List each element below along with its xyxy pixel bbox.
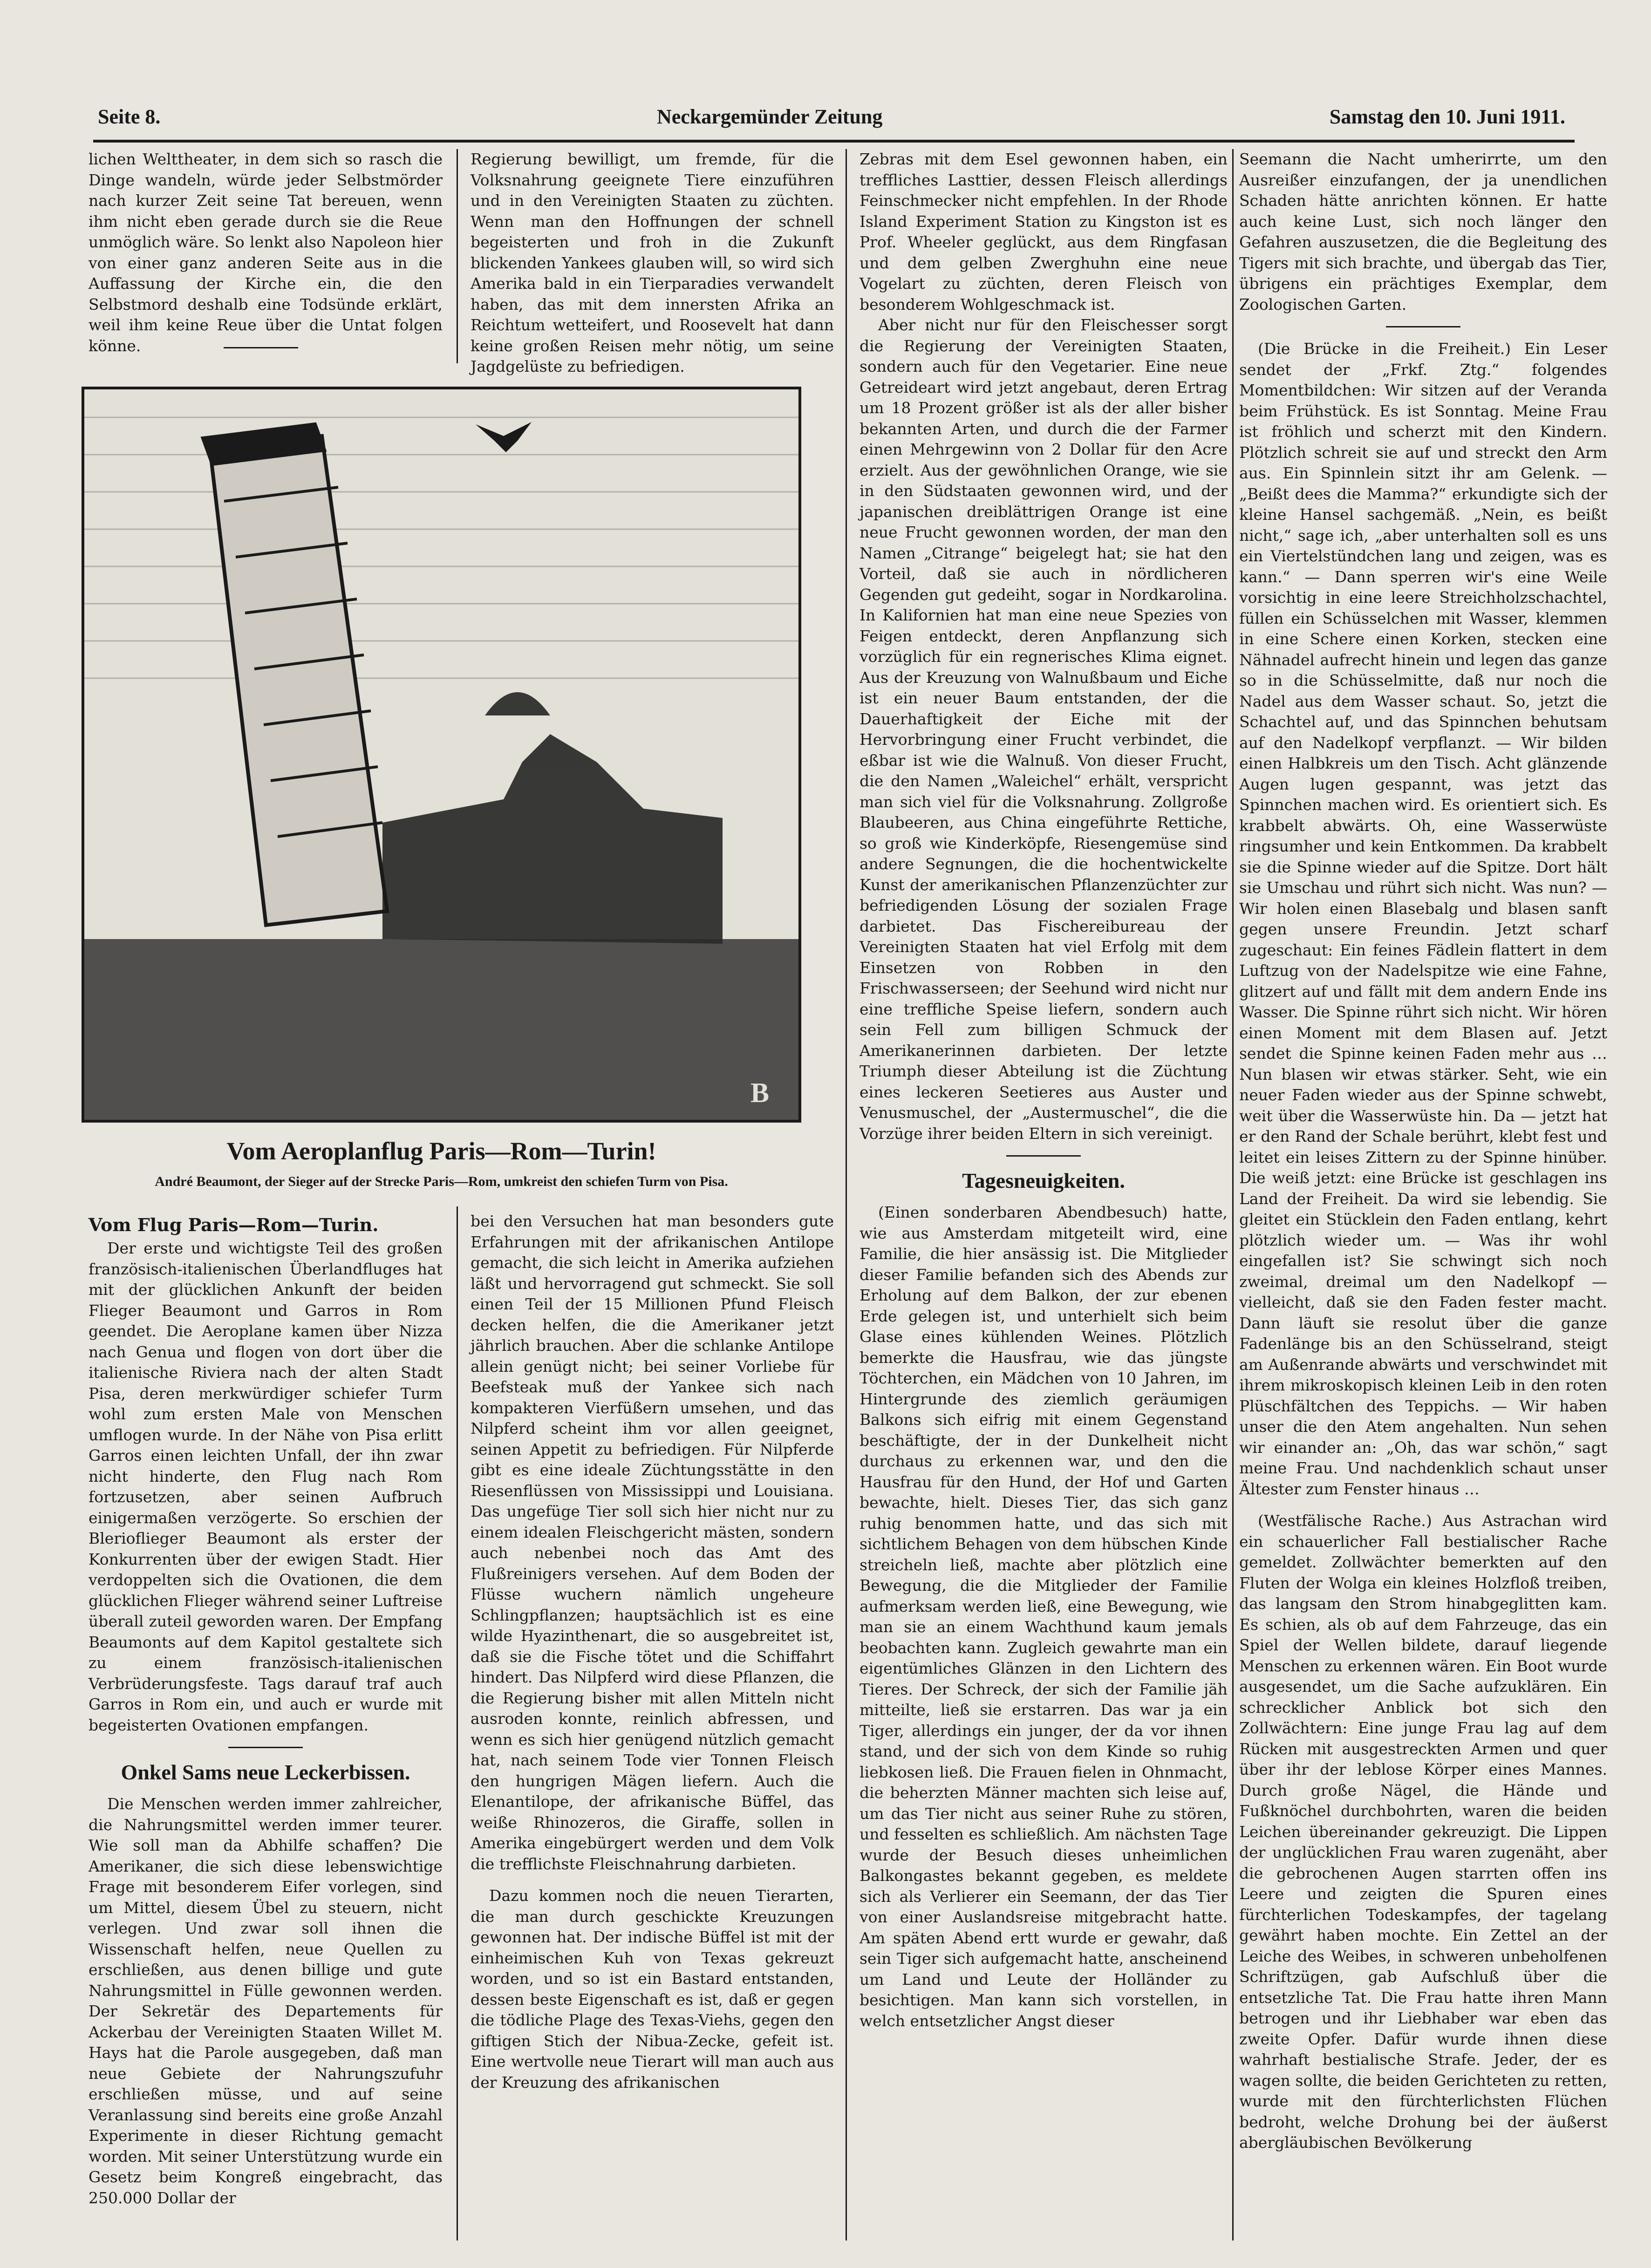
column-2-bottom (471, 1211, 834, 2236)
article-paragraph: Die Menschen werden immer zahlreicher, die Nahrungsmittel werden immer teurer. Wie soll man da Abhilfe schaffen? Die Amerikaner, die sich diese lebenswichtige Frage mit besonderem Eifer vorlegen, sind um Mittel, diesem Übel zu steuern, nicht verlegen. Und zwar soll ihnen die Wissenschaft helfen, neue Quellen zu erschließen, aus denen billige und gute Nahrungsmittel in Fülle gewonnen werden. Der Sekretär des Departements für Ackerbau der Vereinigten Staaten Willet M. Hays hat die Parole ausgegeben, daß man neue Gebiete der Nahrungszufuhr erschließen müsse, und auf seine Veranlassung sind bereits eine große Anzahl Experimente in dieser Richtung gemacht worden. Mit seiner Unterstützung wurde ein Gesetz beim Kongreß eingebracht, das 250.000 Dollar der (89, 1795, 443, 2207)
article-paragraph: Zebras mit dem Esel gewonnen haben, ein treffliches Lasttier, dessen Fleisch allerdings Feinschmecker nicht empfehlen. In der Rhode Island Experiment Station zu Kingston ist es Prof. Wheeler geglückt, aus dem Ringfasan und dem gelben Zwerghuhn eine neue Vogelart zu züchten, deren Fleisch von besonderem Wohlgeschmack ist. (860, 150, 1228, 313)
column-4 (1239, 149, 1607, 2236)
column-rule (457, 149, 458, 363)
issue-date: Samstag den 10. Juni 1911. (1329, 105, 1565, 128)
column-1-top (89, 149, 443, 359)
column-3 (860, 149, 1228, 2236)
section-heading-daily-news: Tagesneuigkeiten. (962, 1169, 1125, 1192)
article-paragraph: Der erste und wichtigste Teil des großen französisch-italienischen Überlandfluges hat mit der glücklichen Ankunft der beiden Flieger Beaumont und Garros in Rom geendet. Die Aeroplane kamen über Nizza nach Genua und flogen von dort über die italienische Riviera nach der alten Stadt Pisa, deren merkwürdiger schiefer Turm wohl zum ersten Male von Menschen umflogen wurde. In der Nähe von Pisa erlitt Garros einen leichten Unfall, der ihn zwar nicht hinderte, den Flug nach Rom fortzusetzen, aber seinen Aufbruch einigermaßen verzögerte. So erschien der Blerioflieger Beaumont als erster der Konkurrenten über der ewigen Stadt. Hier verdoppelten sich die Ovationen, die dem glücklichen Flieger während seiner Luftreise überall zuteil geworden waren. Der Empfang Beaumonts auf dem Kapitol gestaltete sich zu einem französisch-italienischen Verbrüderungsfeste. Tags darauf traf auch Garros in Rom ein, und auch er wurde mit begeisterten Ovationen empfangen. (89, 1239, 443, 1734)
header-rule (93, 140, 1575, 143)
artist-monogram: B (750, 1077, 770, 1108)
column-1-bottom (89, 1211, 443, 2236)
illustration-caption: André Beaumont, der Sieger auf der Strecke Paris—Rom, umkreist den schiefen Turm von Pisa. (155, 1174, 728, 1189)
article-paragraph: Aber nicht nur für den Fleischesser sorgt die Regierung der Vereinigten Staaten, sondern auch für den Vegetarier. Eine neue Getreideart wird jetzt angebaut, deren Ertrag um 18 Prozent größer ist als der aller bisher bekannten Arten, und durch die der Farmer einen Mehrgewinn von 2 Dollar für den Acre erzielt. Aus der gewöhnlichen Orange, wie sie in den Südstaaten gewonnen wird, und der japanischen dreiblättrigen Orange ist eine neue Frucht gewonnen worden, der man den Namen „Citrange“ beigelegt hat; sie hat den Vorteil, daß sie auch in nördlicheren Gegenden gut gedeiht, sogar in Nordkarolina. In Kalifornien hat man eine neue Spezies von Feigen entdeckt, deren Anpflanzung sich vorzüglich für ein regnerisches Klima eignet. Aus der Kreuzung von Walnußbaum und Eiche ist ein neuer Baum entstanden, der die Dauerhaftigkeit der Eiche mit der Hervorbringung einer Frucht verbindet, die eßbar ist wie die Walnuß. Von dieser Frucht, die den Namen „Waleichel“ erhält, verspricht man sich viel für die Volksnahrung. Zollgroße Blaubeeren, aus China eingeführte Rettiche, so groß wie Kinderköpfe, Riesengemüse sind andere Segnungen, die die hochentwickelte Kunst der amerikanischen Pflanzenzüchter zur befriedigenden Lösung der sozialen Frage darbietet. Das Fischereibureau der Vereinigten Staaten hat viel Erfolg mit dem Einsetzen von Robben in den Frischwasserseen; der Seehund wird nicht nur eine treffliche Speise liefern, sondern auch sein Fell zum billigen Schmuck der Amerikanerinnen darbieten. Der letzte Triumph dieser Abteilung ist die Züchtung eines leckeren Seetieres aus Auster und Venusmuschel, der „Austermuschel“, die die Vorzüge ihrer beiden Eltern in sich vereinigt. (860, 316, 1228, 1143)
newspaper-title: Neckargemünder Zeitung (657, 105, 883, 128)
illustration-frame (82, 387, 801, 1123)
separator (1386, 326, 1460, 327)
article-heading-uncle-sam: Onkel Sams neue Leckerbissen. (121, 1760, 410, 1784)
illustration-title: Vom Aeroplanflug Paris—Rom—Turin! (226, 1137, 656, 1165)
article-paragraph: (Einen sonderbaren Abendbesuch) hatte, wie aus Amsterdam mitgeteilt wird, eine Familie, die hier ansässig ist. Die Mitglieder dieser Familie befanden sich des Abends zur Erholung auf dem Balkon, der zur ebenen Erde gelegen ist, und unterhielt sich beim Glase eines kühlenden Weines. Plötzlich bemerkte die Hausfrau, wie das jüngste Töchterchen, ein Mädchen von 10 Jahren, im Hintergrunde des ziemlich geräumigen Balkons sich eifrig mit einem Gegenstand beschäftigte, der in der Dunkelheit nicht durchaus zu erkennen war, und den die Hausfrau für den Hund, der Hof und Garten bewachte, hielt. Dieses Tier, das sich ganz ruhig benommen hatte, und das sich mit sichtlichem Behagen von dem hübschen Kinde streicheln ließ, machte aber plötzlich eine Bewegung, die die Mitglieder der Familie aufmerksam werden ließ, eine Bewegung, wie man sie an einem Wachthund kaum jemals beobachten kann. Zugleich gewahrte man ein eigentümliches Glänzen in den Lichtern des Tieres. Der Schreck, der sich der Familie jäh mitteilte, ließ sie erstarren. Das war ja ein Tiger, allerdings ein junger, der da vor ihnen stand, und der sich von dem Kinde so ruhig liebkosen ließ. Die Frauen fielen in Ohnmacht, die beherzten Männer machten sich leise auf, um das Tier nicht aus seiner Ruhe zu stören, und fesselten es schließlich. Am nächsten Tage wurde der Besuch dieses unheimlichen Balkongastes bekannt gegeben, es meldete sich als Verlierer ein Seemann, der das Tier von einer Auslandsreise mitgebracht hatte. Am späten Abend ertt wurde er gewahr, daß sein Tiger sich aufgemacht hatte, anscheinend um Land und Leute der Holländer zu besichtigen. Man kann sich vorstellen, in welch entsetzlicher Angst dieser (860, 1203, 1228, 2030)
column-rule (1232, 149, 1234, 2241)
separator (224, 347, 298, 348)
separator (1006, 1155, 1081, 1157)
article-paragraph: Dazu kommen noch die neuen Tierarten, die man durch geschickte Kreuzungen gewonnen hat. Der indische Büffel ist mit der einheimischen Kuh von Texas gekreuzt worden, und so ist ein Bastard entstanden, dessen beste Eigenschaft es ist, daß er gegen die tödliche Plage des Texas-Viehs, gegen den giftigen Stich der Nibua-Zecke, gefeit ist. Eine wertvolle neue Tierart will man auch aus der Kreuzung des afrikanischen (471, 1887, 834, 2091)
article-paragraph: Regierung bewilligt, um fremde, für die Volksnahrung geeignete Tiere einzuführen und in den Vereinigten Staaten zu züchten. Wenn man den Hoffnungen der schnell begeisterten und froh in die Zukunft blickenden Yankees glauben will, so wird sich Amerika bald in ein Tierparadies verwandelt haben, das mit dem innersten Afrika an Reichtum wetteifert, und Roosevelt hat dann keine großen Reisen mehr nötig, um seine Jagdgelüste zu befriedigen. (471, 150, 834, 375)
article-paragraph: Seemann die Nacht umherirrte, um den Ausreißer einzufangen, der ja unendlichen Schaden hätte anrichten können. Er hatte auch keine Lust, sich noch länger den Gefahren auszusetzen, die die Begleitung des Tigers mit sich brachte, und übergab das Tier, übrigens ein prächtiges Exemplar, dem Zoologischen Garten. (1239, 150, 1607, 313)
column-rule (457, 1206, 458, 2241)
article-heading-flight: Vom Flug Paris—Rom—Turin. (89, 1214, 379, 1235)
leaning-tower-illustration (84, 389, 798, 1120)
page-number: Seite 8. (98, 105, 161, 128)
article-paragraph: (Westfälische Rache.) Aus Astrachan wird ein schauerlicher Fall bestialischer Rache gemeldet. Zollwächter bemerkten auf den Fluten der Wolga ein kleines Holzfloß treiben, das langsam den Strom hinabgeglitten kam. Es schien, als ob auf dem Fahrzeuge, das ein Spiel der Wellen bildete, darauf liegende Menschen zu erkennen wären. Ein Boot wurde ausgesendet, um die Sache aufzuklären. Ein schrecklicher Anblick bot sich den Zollwächtern: Eine junge Frau lag auf dem Rücken mit ausgestreckten Armen und quer über ihr der leblose Körper eines Mannes. Durch große Nägel, die Hände und Fußknöchel durchbohrten, waren die beiden Leichen übereinander gekreuzigt. Die Lippen der unglücklichen Frau waren zugenäht, aber die gebrochenen Augen starrten offen ins Leere und zeigten die Spuren eines fürchterlichen Todeskampfes, der tagelang gewährt haben mochte. Ein Zettel an der Leiche des Weibes, in schweren unbeholfenen Schriftzügen, gab Aufschluß über die entsetzliche Tat. Die Frau hatte ihren Mann betrogen und ihr Liebhaber war eben das zweite Opfer. Dafür wurde ihnen diese wahrhaft bestialische Strafe. Jeder, der es wagen sollte, die beiden Gerichteten zu retten, wurde mit den fürchterlichsten Flüchen bedroht, welche Drohung bei der äußerst abergläubischen Bevölkerung (1239, 1512, 1607, 2152)
separator (228, 1747, 303, 1748)
column-rule (846, 149, 847, 2241)
page-header (98, 100, 1565, 137)
article-paragraph: lichen Welttheater, in dem sich so rasch die Dinge wandeln, würde jeder Selbstmörder nach kurzer Zeit seine Tat bereuen, wenn ihm nicht eben gerade durch sie die Reue unmöglich wäre. So lenkt also Napoleon hier von einer ganz anderen Seite aus in die Auffassung der Kirche ein, die den Selbstmord deshalb eine Todsünde erklärt, weil ihm keine Reue über die Untat folgen könne. (89, 150, 443, 355)
article-paragraph: (Die Brücke in die Freiheit.) Ein Leser sendet der „Frkf. Ztg.“ folgendes Momentbildchen: Wir sitzen auf der Veranda beim Frühstück. Es ist Sonntag. Meine Frau ist fröhlich und scherzt mit den Kindern. Plötzlich schreit sie auf und streckt den Arm aus. Ein Spinnlein sitzt ihr am Gelenk. — „Beißt dees die Mamma?“ erkundigte sich der kleine Hansel sachgemäß. „Nein, es beißt nicht,“ sage ich, „aber unterhalten soll es uns ein Viertelstündchen lang und zeigen, was es kann.“ — Dann sperren wir's eine Weile vorsichtig in eine leere Streichholzschachtel, füllen ein Schüsselchen mit Wasser, klemmen in eine Schere einen Korken, stecken eine Nähnadel aufrecht hinein und legen das ganze so in die Schüsselmitte, daß nur noch die Nadel aus dem Wasser schaut. So, jetzt die Schachtel auf, und das Spinnchen behutsam auf den Nadelkopf verpflanzt. — Wir bilden einen Halbkreis um den Tisch. Acht glänzende Augen lugen gespannt, was jetzt das Spinnchen machen wird. Es orientiert sich. Es krabbelt abwärts. Oh, eine Wasserwüste ringsumher und kein Entkommen. Da krabbelt sie die Spinne wieder auf die Spitze. Dort hält sie Umschau und rührt sich nicht. Was nun? — Wir holen einen Blasebalg und blasen sanft gegen unsere Freundin. Jetzt scharf zugeschaut: Ein feines Fädlein flattert in dem Luftzug von der Nadelspitze wie eine Fahne, glitzert auf und fällt mit dem andern Ende ins Wasser. Die Spinne rührt sich nicht. Wir hören einen Moment mit dem Blasen auf. Jetzt sendet die Spinne keinen Faden mehr aus … Nun blasen wir etwas stärker. Seht, wie ein neuer Faden wieder aus der Spinne schwebt, weit über die Wasserwüste hin. Da — jetzt hat er den Rand der Schale berührt, klebt fest und leitet ein leises Zittern zu der Spinne hinüber. Die weiß jetzt: eine Brücke ist geschlagen ins Land der Freiheit. Da wird sie lebendig. Sie gleitet ein Stücklein den Faden entlang, kehrt plötzlich wieder um. — Was ihr wohl eingefallen ist? Sie schwingt sich noch zweimal, dreimal um den Nadelkopf — vielleicht, daß sie den Faden fester macht. Dann läuft sie resolut über die ganze Fadenlänge bis an den Schüsselrand, steigt am Außenrande abwärts und verschwindet mit ihrem mikroskopisch kleinen Leib in den roten Plüschfältchen des Teppichs. — Wir haben unser die den Atem angehalten. Nun sehen wir einander an: „Oh, das war schön,“ sagt meine Frau. Und nachdenklich schaut unser Ältester zum Fenster hinaus … (1239, 340, 1607, 1498)
column-2-top (471, 149, 834, 375)
article-paragraph: bei den Versuchen hat man besonders gute Erfahrungen mit der afrikanischen Antilope gemacht, die sich leicht in Amerika aufziehen läßt und hervorragend gut schmeckt. Sie soll einen Teil der 15 Millionen Pfund Fleisch decken helfen, die die Amerikaner jetzt jährlich brauchen. Aber die schlanke Antilope allein genügt nicht; bei seiner Vorliebe für Beefsteak muß der Yankee sich nach kompakteren Vierfüßern umsehen, und das Nilpferd scheint ihm vor allen geeignet, seinen Appetit zu befriedigen. Für Nilpferde gibt es eine ideale Züchtungsstätte in den Riesenflüssen von Mississippi und Louisiana. Das ungefüge Tier soll sich hier nicht nur zu einem idealen Fleischgericht mästen, sondern auch nebenbei noch das Amt des Flußreinigers versehen. Auf dem Boden der Flüsse wuchern nämlich ungeheure Schlingpflanzen; hauptsächlich ist es eine wilde Hyazinthenart, die so ausgebreitet ist, daß sie die Fische tötet und die Schiffahrt hindert. Das Nilpferd wird diese Pflanzen, die die Regierung bisher mit allen Mitteln nicht ausroden konnte, reinlich abfressen, und wenn es sich hier genügend nützlich gemacht hat, nach seinem Tode vier Tonnen Fleisch den hungrigen Mägen liefern. Auch die Elenantilope, der afrikanische Büffel, das weiße Rhinozeros, die Giraffe, sollen in Amerika eingebürgert werden und dem Volk die trefflichste Fleischnahrung darbieten. (471, 1212, 834, 1873)
